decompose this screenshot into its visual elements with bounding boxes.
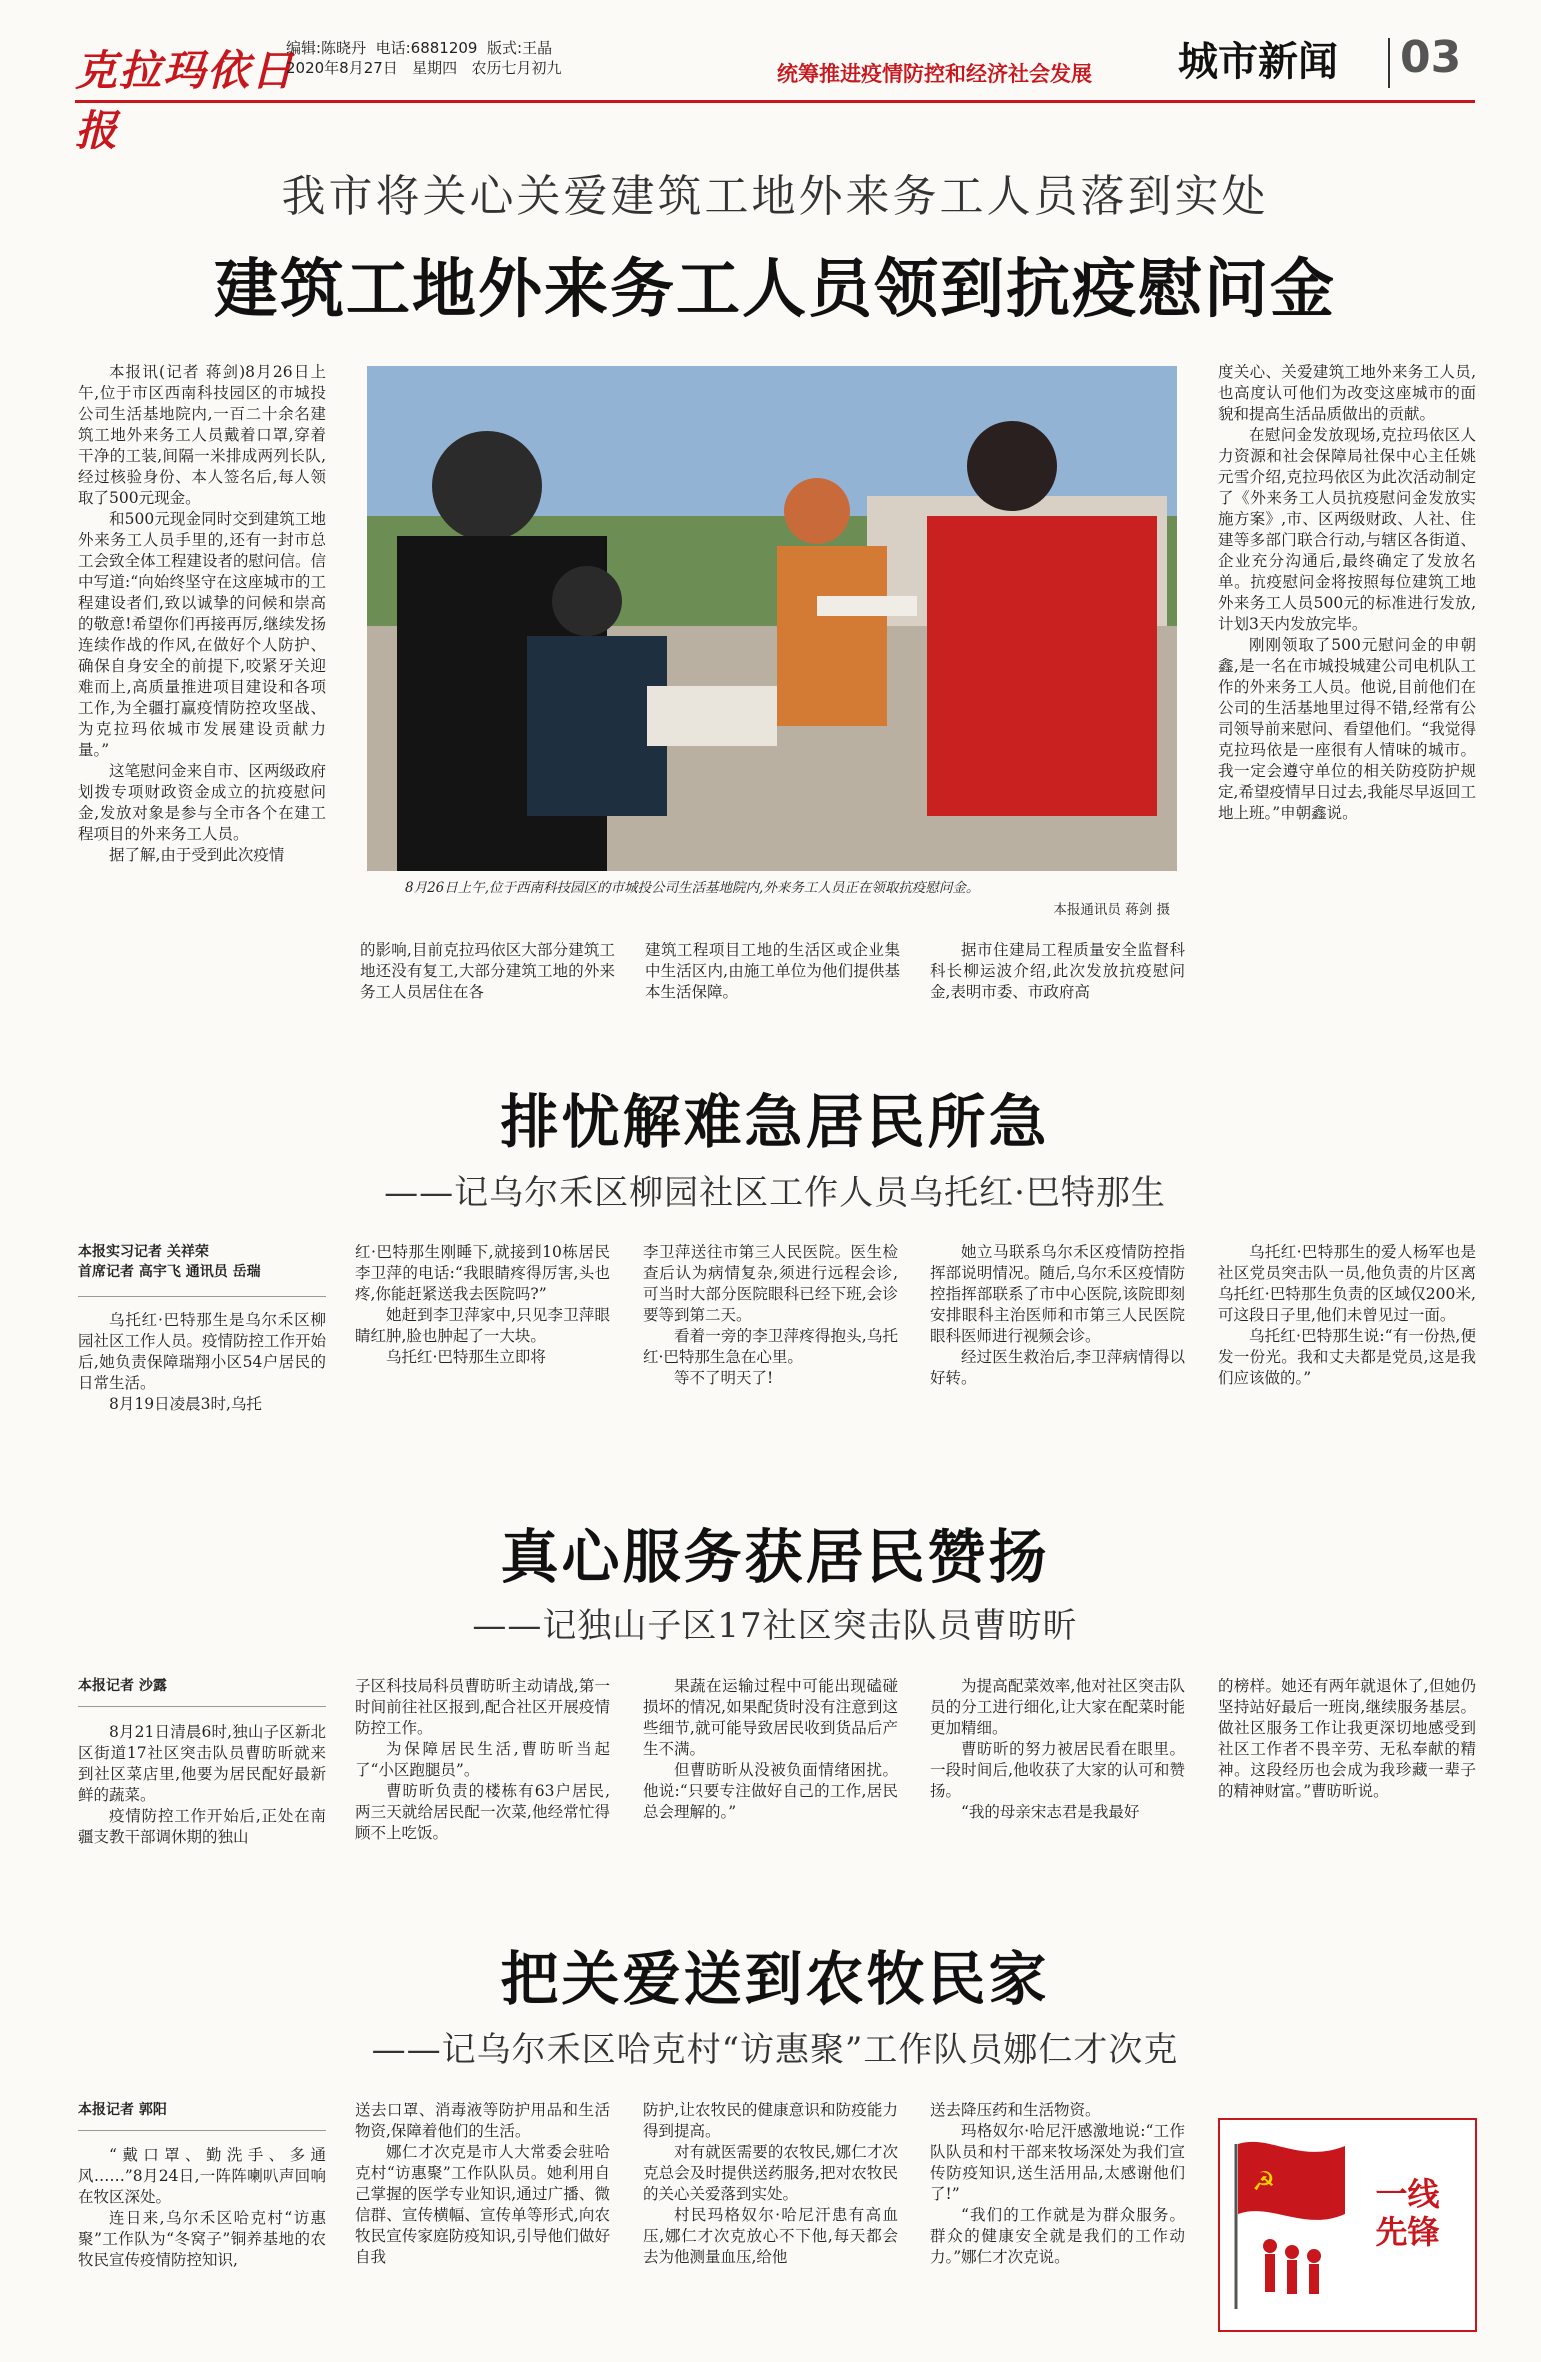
page-number: 03 bbox=[1400, 32, 1462, 83]
story1-column-5 bbox=[1218, 362, 1476, 824]
paragraph: 送去降压药和生活物资。 bbox=[930, 2101, 1101, 2119]
story1-photo-credit: 本报通讯员 蒋剑 摄 bbox=[1053, 902, 1170, 918]
story3-subhead: ——记独山子区17社区突击队员曹昉昕 bbox=[472, 1606, 1078, 1646]
story1-column-1 bbox=[78, 362, 326, 866]
paragraph: 连日来,乌尔禾区哈克村“访惠聚”工作队为“冬窝子”铜养基地的农牧民宣传疫情防控知识, bbox=[78, 2209, 326, 2269]
paragraph: 为提高配菜效率,他对社区突击队员的分工进行细化,让大家在配菜时能更加精细。 bbox=[930, 1677, 1185, 1737]
phone: 电话:6881209 bbox=[375, 39, 478, 57]
weekday: 星期四 bbox=[412, 59, 458, 77]
section-title: 城市新闻 bbox=[1178, 38, 1338, 85]
paragraph: 她立马联系乌尔禾区疫情防控指挥部说明情况。随后,乌尔禾区疫情防控指挥部联系了市中心医院,该院即刻安排眼科主治医师和市第三人民医院眼科医师进行视频会诊。 bbox=[930, 1243, 1185, 1345]
paragraph: 的影响,目前克拉玛依区大部分建筑工地还没有复工,大部分建筑工地的外来务工人员居住在各 bbox=[360, 941, 615, 1001]
paragraph: 和500元现金同时交到建筑工地外来务工人员手里的,还有一封市总工会致全体工程建设者的慰问信。信中写道:“向始终坚守在这座城市的工程建设者们,致以诚挚的问候和崇高的敬意!希望你们再接再厉,继续发扬连续作战的作风,在做好个人防护、确保自身安全的前提下,咬紧牙关迎难而上,高质量推进项目建设和各项工作,为全疆打赢疫情防控攻坚战、为克拉玛依城市发展建设贡献力量。” bbox=[78, 510, 327, 759]
paragraph: 李卫萍送往市第三人民医院。医生检查后认为病情复杂,须进行远程会诊,可当时大部分医院眼科已经下班,会诊要等到第二天。 bbox=[643, 1243, 898, 1324]
paragraph: 村民玛格奴尔·哈尼汗患有高血压,娜仁才次克放心不下他,每天都会去为他测量血压,给他 bbox=[643, 2206, 898, 2266]
story4-column-1 bbox=[78, 2145, 326, 2271]
story4-headline: 把关爱送到农牧民家 bbox=[500, 1945, 1050, 2013]
story3-headline: 真心服务获居民赞扬 bbox=[500, 1523, 1050, 1591]
story1-kicker: 我市将关心关爱建筑工地外来务工人员落到实处 bbox=[281, 171, 1269, 222]
header-divider bbox=[1388, 38, 1390, 88]
story3-column-1 bbox=[78, 1722, 326, 1848]
story4-column-2 bbox=[355, 2100, 610, 2268]
paragraph: “我们的工作就是为群众服务。群众的健康安全就是我们的工作动力。”娜仁才次克说。 bbox=[930, 2206, 1185, 2266]
paragraph: 的榜样。她还有两年就退休了,但她仍坚持站好最后一班岗,继续服务基层。做社区服务工作让我更深切地感受到社区工作者不畏辛劳、无私奉献的精神。这段经历也会成为我珍藏一辈子的精神财富。”曹昉昕说。 bbox=[1218, 1677, 1476, 1800]
byline-line: 首席记者 高宇飞 通讯员 岳瑞 bbox=[78, 1264, 261, 1280]
lunar-date: 农历七月初九 bbox=[471, 59, 562, 77]
paragraph: 等不了明天了! bbox=[674, 1369, 774, 1387]
byline-line: 本报实习记者 关祥荣 bbox=[78, 1244, 209, 1260]
paragraph: 在慰问金发放现场,克拉玛依区人力资源和社会保障局社保中心主任姚元雪介绍,克拉玛依区为此次活动制定了《外来务工人员抗疫慰问金发放实施方案》,市、区两级财政、人社、住建等多部门联合行动,与辖区各街道、企业充分沟通后,最终确定了发放名单。抗疫慰问金将按照每位建筑工地外来务工人员500元的标准进行发放,计划3天内发放完毕。 bbox=[1218, 426, 1476, 633]
paragraph: 为保障居民生活,曹昉昕当起了“小区跑腿员”。 bbox=[355, 1740, 610, 1779]
story2-column-3 bbox=[643, 1242, 898, 1389]
story1-column-3 bbox=[645, 940, 900, 1003]
story1-column-4 bbox=[930, 940, 1185, 1003]
masthead-logo bbox=[75, 38, 296, 155]
paragraph: 防护,让农牧民的健康意识和防疫能力得到提高。 bbox=[643, 2101, 898, 2140]
paragraph: 她赶到李卫萍家中,只见李卫萍眼睛红肿,脸也肿起了一大块。 bbox=[355, 1306, 610, 1345]
story2-column-5 bbox=[1218, 1242, 1476, 1389]
paragraph: 子区科技局科员曹昉昕主动请战,第一时间前往社区报到,配合社区开展疫情防控工作。 bbox=[355, 1677, 610, 1737]
paragraph: 8月21日清晨6时,独山子区新北区街道17社区突击队员曹昉昕就来到社区菜店里,他要为居民配好最新鲜的蔬菜。 bbox=[78, 1723, 326, 1804]
paragraph: 送去口罩、消毒液等防护用品和生活物资,保障着他们的生活。 bbox=[355, 2101, 610, 2140]
paragraph: 曹昉昕的努力被居民看在眼里。一段时间后,他收获了大家的认可和赞扬。 bbox=[930, 1740, 1185, 1800]
story4-column-4 bbox=[930, 2100, 1185, 2268]
badge-line: 先锋 bbox=[1375, 2213, 1440, 2251]
paragraph: 疫情防控工作开始后,正处在南疆支教干部调休期的独山 bbox=[78, 1807, 326, 1846]
paragraph: 乌托红·巴特那生说:“有一份热,便发一份光。我和丈夫都是党员,这是我们应该做的。” bbox=[1218, 1327, 1476, 1387]
masthead-title: 克拉玛依日报 bbox=[75, 46, 296, 155]
story3-column-4 bbox=[930, 1676, 1185, 1823]
story1-column-2 bbox=[360, 940, 615, 1003]
badge-label bbox=[1350, 2175, 1465, 2251]
paragraph: 乌托红·巴特那生是乌尔禾区柳园社区工作人员。疫情防控工作开始后,她负责保障瑞翔小区54户居民的日常生活。 bbox=[78, 1311, 327, 1392]
story1-photo bbox=[367, 366, 1177, 871]
party-flag-icon bbox=[1230, 2134, 1350, 2314]
editor: 编辑:陈晓丹 bbox=[286, 39, 367, 57]
paragraph: 这笔慰问金来自市、区两级政府划拨专项财政资金成立的抗疫慰问金,发放对象是参与全市各个在建工程项目的外来务工人员。 bbox=[78, 762, 327, 843]
story2-column-2 bbox=[355, 1242, 610, 1368]
story3-byline: 本报记者 沙露 bbox=[78, 1678, 167, 1694]
paragraph: 玛格奴尔·哈尼汗感激地说:“工作队队员和村干部来牧场深处为我们宣传防疫知识,送生活用品,太感谢他们了!” bbox=[930, 2122, 1185, 2203]
header-meta bbox=[286, 38, 656, 78]
header-slogan: 统筹推进疫情防控和经济社会发展 bbox=[777, 62, 1092, 86]
story4-column-3 bbox=[643, 2100, 898, 2268]
photo-illustration bbox=[367, 366, 1177, 871]
paragraph: 看着一旁的李卫萍疼得抱头,乌托红·巴特那生急在心里。 bbox=[643, 1327, 898, 1366]
paragraph: 对有就医需要的农牧民,娜仁才次克总会及时提供送药服务,把对农牧民的关心关爱落到实处。 bbox=[643, 2143, 898, 2203]
byline-divider bbox=[78, 2130, 326, 2131]
story1-photo-caption: 8月26日上午,位于西南科技园区的市城投公司生活基地院内,外来务工人员正在领取抗疫慰问金。 bbox=[405, 880, 980, 896]
story2-byline bbox=[78, 1242, 328, 1282]
paragraph: 本报讯(记者 蒋剑)8月26日上午,位于市区西南科技园区的市城投公司生活基地院内,一百二十余名建筑工地外来务工人员戴着口罩,穿着干净的工装,间隔一米排成两列长队,经过核验身份、本人签名后,每人领取了500元现金。 bbox=[78, 363, 326, 507]
story1-headline: 建筑工地外来务工人员领到抗疫慰问金 bbox=[214, 253, 1336, 327]
paragraph: 刚刚领取了500元慰问金的申朝鑫,是一名在市城投城建公司电机队工作的外来务工人员。他说,目前他们在公司的生活基地里过得不错,经常有公司领导前来慰问、看望他们。“我觉得克拉玛依是一座很有人情味的城市。我一定会遵守单位的相关防疫防护规定,希望疫情早日过去,我能尽早返回工地上班。”申朝鑫说。 bbox=[1218, 636, 1476, 822]
story2-column-1 bbox=[78, 1310, 326, 1415]
header-rule bbox=[75, 100, 1475, 103]
paragraph: 建筑工程项目工地的生活区或企业集中生活区内,由施工单位为他们提供基本生活保障。 bbox=[645, 941, 900, 1001]
paragraph: 但曹昉昕从没被负面情绪困扰。他说:“只要专注做好自己的工作,居民总会理解的。” bbox=[643, 1761, 898, 1821]
issue-date: 2020年8月27日 bbox=[286, 59, 398, 77]
paragraph: 8月19日凌晨3时,乌托 bbox=[109, 1395, 262, 1413]
story2-headline: 排忧解难急居民所急 bbox=[500, 1088, 1050, 1156]
badge-line: 一线 bbox=[1375, 2175, 1440, 2213]
story3-column-5 bbox=[1218, 1676, 1476, 1802]
paragraph: 据了解,由于受到此次疫情 bbox=[109, 846, 285, 864]
paragraph: 乌托红·巴特那生立即将 bbox=[386, 1348, 546, 1366]
byline-divider bbox=[78, 1706, 326, 1707]
story4-subhead: ——记乌尔禾区哈克村“访惠聚”工作队员娜仁才次克 bbox=[371, 2030, 1179, 2070]
paragraph: “戴口罩、勤洗手、多通风……”8月24日,一阵阵喇叭声回响在牧区深处。 bbox=[78, 2146, 326, 2206]
frontline-pioneer-badge bbox=[1218, 2118, 1477, 2332]
paragraph: 娜仁才次克是市人大常委会驻哈克村“访惠聚”工作队队员。她利用自己掌握的医学专业知识,通过广播、微信群、宣传横幅、宣传单等形式,向农牧民宣传家庭防疫知识,引导他们做好自我 bbox=[355, 2143, 610, 2266]
story2-subhead: ——记乌尔禾区柳园社区工作人员乌托红·巴特那生 bbox=[384, 1173, 1166, 1213]
layout-credit: 版式:王晶 bbox=[487, 39, 553, 57]
paragraph: 经过医生救治后,李卫萍病情得以好转。 bbox=[930, 1348, 1185, 1387]
paragraph: 曹昉昕负责的楼栋有63户居民,两三天就给居民配一次菜,他经常忙得顾不上吃饭。 bbox=[355, 1782, 610, 1842]
story2-column-4 bbox=[930, 1242, 1185, 1389]
paragraph: 红·巴特那生刚睡下,就接到10栋居民李卫萍的电话:“我眼睛疼得厉害,头也疼,你能赶紧送我去医院吗?” bbox=[355, 1243, 610, 1303]
paragraph: 果蔬在运输过程中可能出现磕碰损坏的情况,如果配货时没有注意到这些细节,就可能导致居民收到货品后产生不满。 bbox=[643, 1677, 898, 1758]
paragraph: “我的母亲宋志君是我最好 bbox=[961, 1803, 1140, 1821]
paragraph: 乌托红·巴特那生的爱人杨军也是社区党员突击队一员,他负责的片区离乌托红·巴特那生负责的区域仅200米,可这段日子里,他们未曾见过一面。 bbox=[1218, 1243, 1476, 1324]
paragraph: 据市住建局工程质量安全监督科科长柳运波介绍,此次发放抗疫慰问金,表明市委、市政府高 bbox=[930, 941, 1185, 1001]
byline-divider bbox=[78, 1296, 326, 1297]
paragraph: 度关心、关爱建筑工地外来务工人员,也高度认可他们为改变这座城市的面貌和提高生活品质做出的贡献。 bbox=[1218, 363, 1476, 423]
story4-byline: 本报记者 郭阳 bbox=[78, 2102, 167, 2118]
svg-text:☭: ☭ bbox=[1252, 2167, 1276, 2197]
story3-column-3 bbox=[643, 1676, 898, 1823]
story3-column-2 bbox=[355, 1676, 610, 1844]
